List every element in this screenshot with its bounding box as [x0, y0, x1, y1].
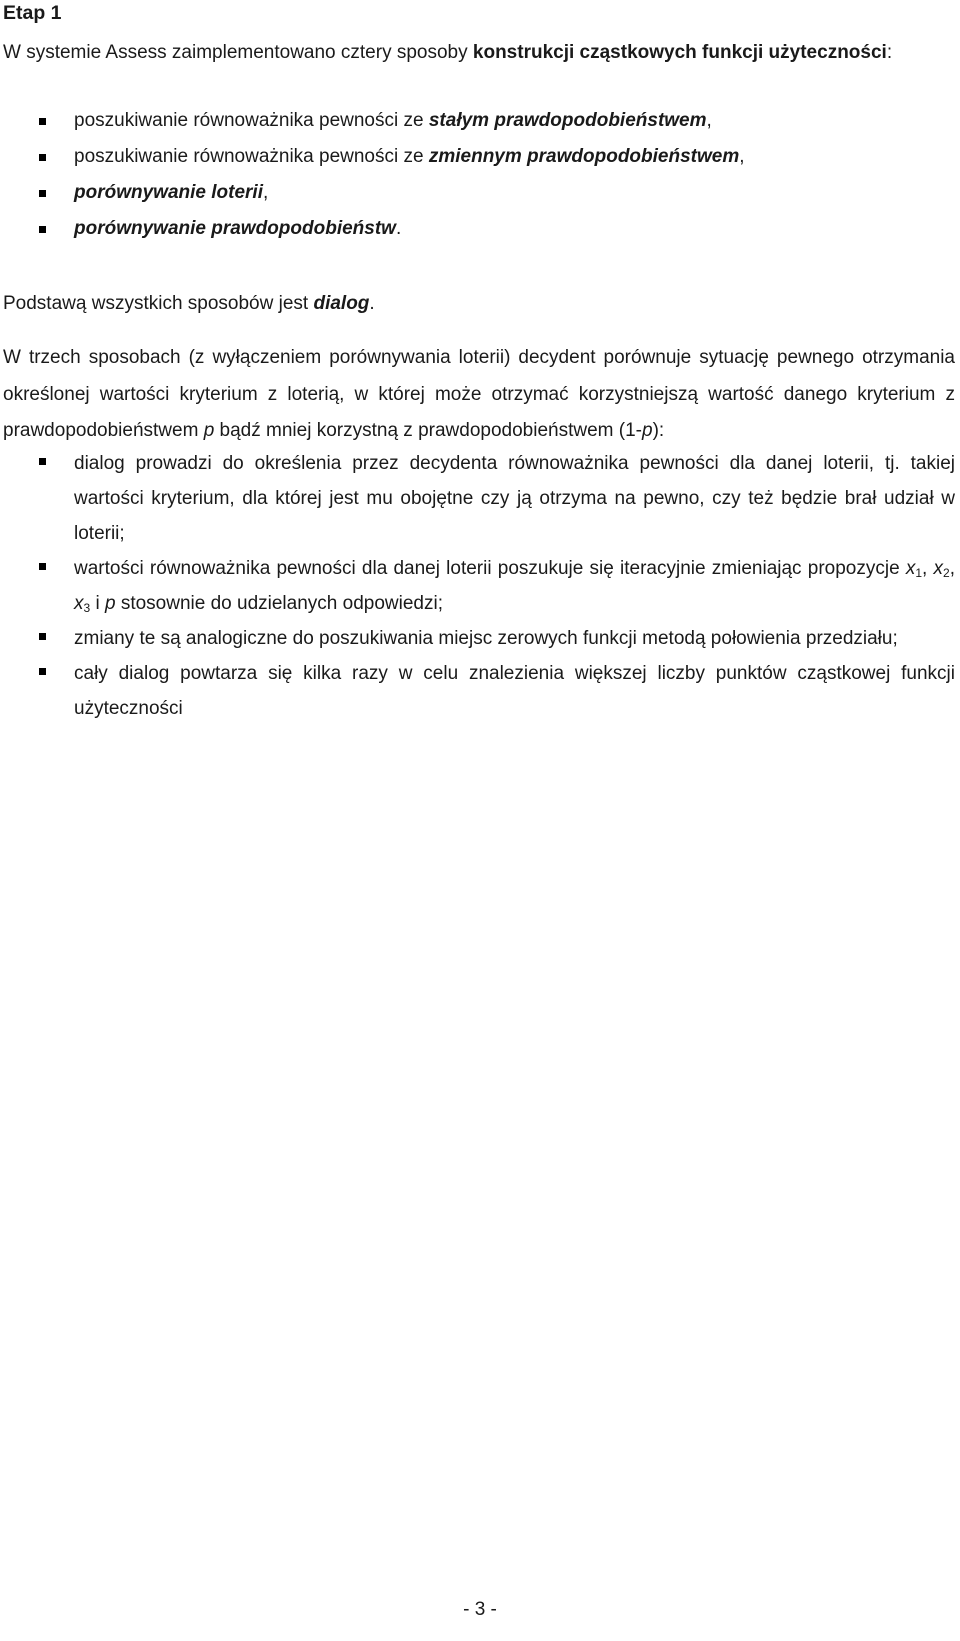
list-item-text: poszukiwanie równoważnika pewności ze [74, 110, 429, 131]
list-item-text: wartości równoważnika pewności dla danej loterii poszukuje się iteracyjnie zmieniając propozycje [74, 558, 906, 579]
basis-text: Podstawą wszystkich sposobów jest [3, 293, 314, 314]
square-bullet-icon [39, 190, 46, 197]
variable-x: x [933, 558, 944, 579]
list-item [0, 211, 900, 247]
basis-end: . [369, 293, 375, 314]
list-item-end: , [262, 182, 269, 203]
square-bullet-icon [39, 226, 46, 233]
list-item-text: dialog prowadzi do określenia przez decydenta równoważnika pewności dla danej loterii, tj. takiej wartości kryterium, dla której jest mu obojętne czy ją otrzyma na pewno, czy też będzie brał udział w loterii; [74, 453, 955, 544]
list-item-text: stosownie do udzielanych odpowiedzi; [115, 593, 443, 614]
list-item [0, 103, 900, 139]
basis-sentence [3, 286, 375, 322]
square-bullet-icon [39, 668, 46, 675]
square-bullet-icon [39, 118, 46, 125]
variable-p: p [104, 593, 116, 614]
list-item-emphasis: stałym prawdopodobieństwem [428, 110, 707, 131]
list-item [0, 175, 900, 211]
list-item-text: zmiany te są analogiczne do poszukiwania miejsc zerowych funkcji metodą połowienia przedziału; [74, 628, 898, 649]
square-bullet-icon [39, 633, 46, 640]
intro-end: : [886, 42, 893, 63]
page-number: - 3 - [463, 1599, 497, 1620]
list-item-text: cały dialog powtarza się kilka razy w celu znalezienia większej liczby punktów cząstkowej funkcji użyteczności [74, 663, 955, 719]
subscript: 1 [915, 566, 923, 580]
basis-emphasis: dialog [313, 293, 370, 314]
paragraph-text: ): [652, 420, 665, 441]
square-bullet-icon [39, 563, 46, 570]
variable-x: x [905, 558, 916, 579]
variable-x: x [74, 593, 84, 614]
list-item-emphasis: porównywanie loterii [74, 182, 263, 203]
separator: , [922, 558, 934, 579]
list-item [0, 446, 955, 551]
list-item-end: . [395, 218, 402, 239]
intro-text: W systemie Assess zaimplementowano cztery sposoby [3, 42, 473, 63]
list-item [0, 551, 955, 621]
list-item-emphasis: porównywanie prawdopodobieństw [74, 218, 396, 239]
variable-p: p [641, 420, 653, 441]
list-item-end: , [739, 146, 745, 167]
methods-list [0, 103, 900, 247]
paragraph-text: W trzech sposobach (z wyłączeniem porównywania loterii) decydent porównuje sytuację pewnego otrzymania określonej wartości kryterium z loterią, w której może otrzymać korzystniejszą wartość danego kryterium z prawdopodobieństwem [3, 347, 955, 441]
subscript: 3 [83, 601, 91, 615]
intro-bold-term: konstrukcji cząstkowych funkcji użyteczności [472, 42, 887, 63]
subscript: 2 [943, 566, 950, 580]
list-item [0, 656, 955, 726]
variable-p: p [203, 420, 215, 441]
separator: , [949, 558, 956, 579]
list-item-text: poszukiwanie równoważnika pewności ze [74, 146, 429, 167]
list-item [0, 621, 955, 656]
intro-paragraph [3, 36, 903, 70]
list-item-emphasis: zmiennym prawdopodobieństwem [428, 146, 740, 167]
list-item-end: , [706, 110, 712, 131]
dialog-steps-list [0, 446, 955, 726]
square-bullet-icon [39, 458, 46, 465]
list-item-text: i [90, 593, 105, 614]
paragraph-text: bądź mniej korzystną z prawdopodobieństwem (1- [214, 420, 642, 441]
square-bullet-icon [39, 154, 46, 161]
section-heading: Etap 1 [3, 2, 62, 24]
method-description-paragraph [3, 340, 955, 450]
list-item [0, 139, 900, 175]
